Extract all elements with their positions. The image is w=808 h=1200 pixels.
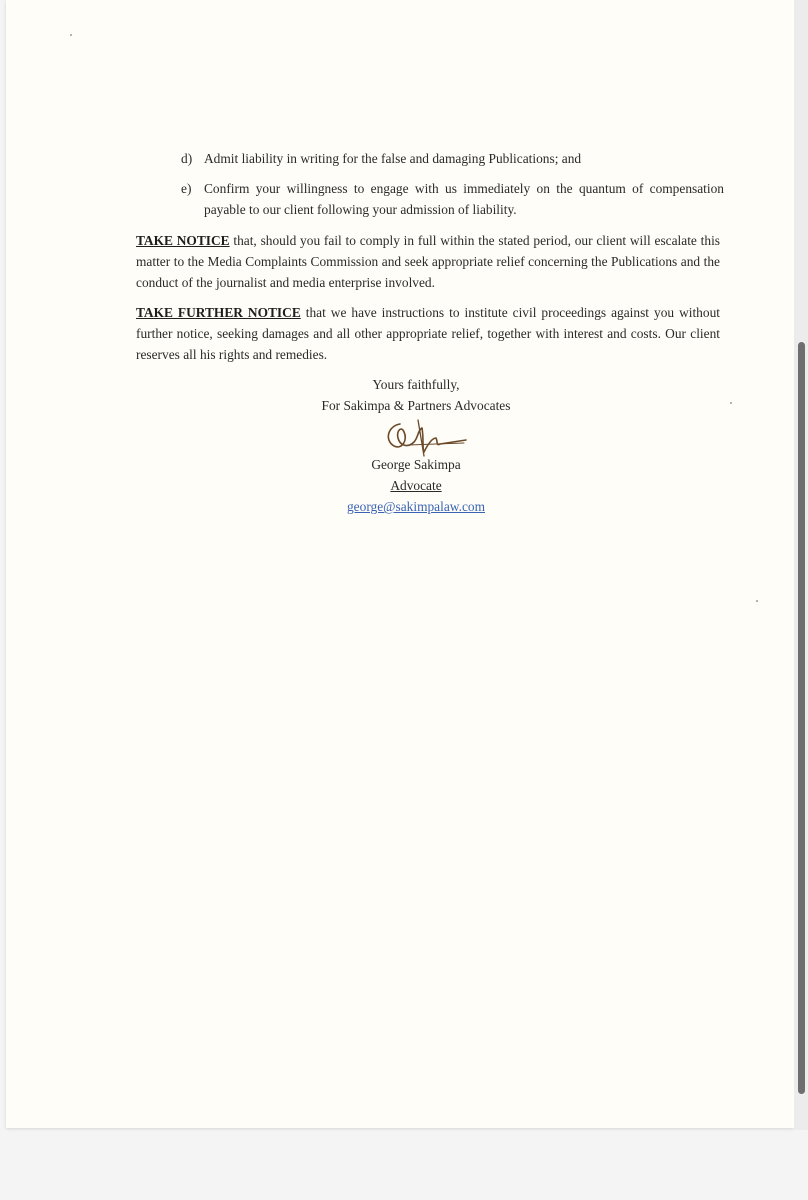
list-item-text: Admit liability in writing for the false and damaging Publications; and xyxy=(204,151,582,166)
email-link[interactable]: george@sakimpalaw.com xyxy=(346,499,485,514)
scrollbar-thumb[interactable] xyxy=(798,342,805,1094)
take-further-notice-paragraph xyxy=(136,302,720,365)
signature-image xyxy=(378,416,470,458)
take-notice-heading: TAKE NOTICE xyxy=(136,233,230,248)
closing-salutation: Yours faithfully, xyxy=(372,377,460,392)
take-notice-paragraph xyxy=(136,230,720,293)
take-notice-text: that, should you fail to comply in full within the stated period, our client will escalate this matter to the Media Complaints Commission and seek appropriate relief concerning the Publications and the conduct of the journalist and media enterprise involved. xyxy=(136,233,720,290)
take-further-notice-heading: TAKE FURTHER NOTICE xyxy=(136,305,301,320)
signatory-title: Advocate xyxy=(390,478,442,493)
signatory-name: George Sakimpa xyxy=(371,457,461,472)
page-speck xyxy=(756,600,758,602)
page-speck xyxy=(70,34,72,36)
document-page xyxy=(6,0,794,1128)
scrollbar-track[interactable] xyxy=(794,0,808,1130)
take-further-notice-text: that we have instructions to institute civil proceedings against you without further notice, seeking damages and all other appropriate relief, together with interest and costs. Our client reserves all his rights and remedies. xyxy=(136,305,720,362)
list-item-text: Confirm your willingness to engage with us immediately on the quantum of compensation payable to our client following your admission of liability. xyxy=(204,181,724,217)
list-marker: d) xyxy=(181,151,193,166)
firm-name: For Sakimpa & Partners Advocates xyxy=(321,398,511,413)
page-speck xyxy=(730,402,732,404)
list-marker: e) xyxy=(181,181,192,196)
